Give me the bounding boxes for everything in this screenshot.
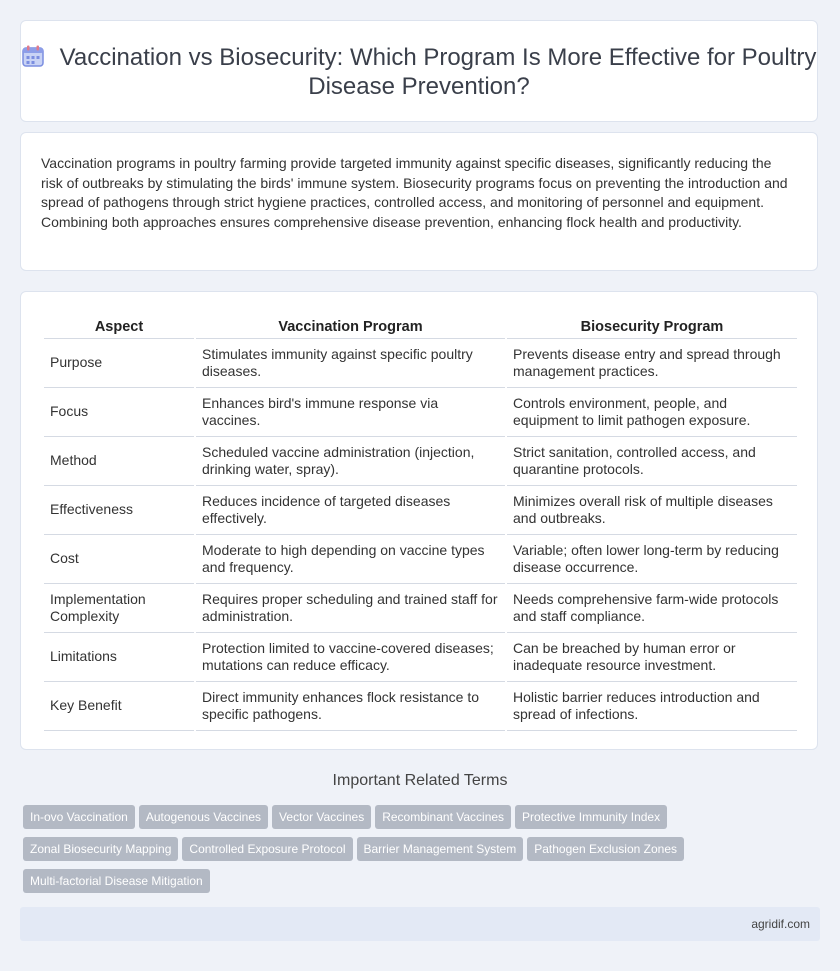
- footer: [20, 907, 820, 941]
- vaccination-cell: Stimulates immunity against specific poultry diseases.: [196, 339, 505, 388]
- biosecurity-cell: Variable; often lower long-term by reducing disease occurrence.: [507, 535, 797, 584]
- aspect-cell: Purpose: [44, 339, 194, 388]
- aspect-cell: Implementation Complexity: [44, 584, 194, 633]
- biosecurity-cell: Strict sanitation, controlled access, and quarantine protocols.: [507, 437, 797, 486]
- vaccination-cell: Requires proper scheduling and trained staff for administration.: [196, 584, 505, 633]
- intro-paragraph: Vaccination programs in poultry farming provide targeted immunity against specific diseases, significantly reducing the risk of outbreaks by stimulating the birds' immune system. Biosecurity programs focus on preventing the introduction and spread of pathogens through strict hygiene practices, controlled access, and monitoring of personnel and equipment. Combining both approaches ensures comprehensive disease prevention, enhancing flock health and productivity.: [41, 155, 788, 230]
- table-row: [44, 584, 797, 633]
- related-term-tag[interactable]: Autogenous Vaccines: [139, 805, 268, 829]
- aspect-cell: Cost: [44, 535, 194, 584]
- biosecurity-cell: Needs comprehensive farm-wide protocols and staff compliance.: [507, 584, 797, 633]
- comparison-table: [42, 316, 799, 731]
- table-header-row: [44, 316, 797, 339]
- table-row: [44, 633, 797, 682]
- footer-site-link[interactable]: agridif.com: [751, 917, 810, 931]
- table-row: [44, 486, 797, 535]
- related-term-tag[interactable]: In-ovo Vaccination: [23, 805, 135, 829]
- table-row: [44, 388, 797, 437]
- related-term-tag[interactable]: Controlled Exposure Protocol: [182, 837, 352, 861]
- vaccination-cell: Scheduled vaccine administration (injection, drinking water, spray).: [196, 437, 505, 486]
- vaccination-cell: Moderate to high depending on vaccine types and frequency.: [196, 535, 505, 584]
- biosecurity-cell: Prevents disease entry and spread through management practices.: [507, 339, 797, 388]
- calendar-icon: [22, 45, 44, 67]
- table-row: [44, 682, 797, 731]
- table-row: [44, 339, 797, 388]
- vaccination-cell: Reduces incidence of targeted diseases effectively.: [196, 486, 505, 535]
- related-term-tag[interactable]: Recombinant Vaccines: [375, 805, 511, 829]
- vaccination-cell: Direct immunity enhances flock resistance to specific pathogens.: [196, 682, 505, 731]
- intro-card: [20, 132, 818, 271]
- aspect-cell: Focus: [44, 388, 194, 437]
- comparison-card: [20, 291, 818, 750]
- related-terms-list: [23, 805, 703, 901]
- aspect-cell: Method: [44, 437, 194, 486]
- biosecurity-cell: Minimizes overall risk of multiple diseases and outbreaks.: [507, 486, 797, 535]
- aspect-cell: Limitations: [44, 633, 194, 682]
- table-row: [44, 535, 797, 584]
- related-term-tag[interactable]: Vector Vaccines: [272, 805, 371, 829]
- related-term-tag[interactable]: Multi-factorial Disease Mitigation: [23, 869, 210, 893]
- header-aspect: Aspect: [44, 316, 194, 339]
- aspect-cell: Effectiveness: [44, 486, 194, 535]
- page-title-text: Vaccination vs Biosecurity: Which Program Is More Effective for Poultry Disease Prevention?: [59, 44, 817, 100]
- related-term-tag[interactable]: Barrier Management System: [357, 837, 524, 861]
- related-term-tag[interactable]: Protective Immunity Index: [515, 805, 667, 829]
- related-term-tag[interactable]: Pathogen Exclusion Zones: [527, 837, 684, 861]
- table-row: [44, 437, 797, 486]
- biosecurity-cell: Controls environment, people, and equipment to limit pathogen exposure.: [507, 388, 797, 437]
- biosecurity-cell: Can be breached by human error or inadequate resource investment.: [507, 633, 797, 682]
- vaccination-cell: Protection limited to vaccine-covered diseases; mutations can reduce efficacy.: [196, 633, 505, 682]
- page-title: [21, 43, 817, 101]
- header-vaccination: Vaccination Program: [196, 316, 505, 339]
- header-biosecurity: Biosecurity Program: [507, 316, 797, 339]
- biosecurity-cell: Holistic barrier reduces introduction and spread of infections.: [507, 682, 797, 731]
- title-card: [20, 20, 818, 122]
- aspect-cell: Key Benefit: [44, 682, 194, 731]
- vaccination-cell: Enhances bird's immune response via vaccines.: [196, 388, 505, 437]
- related-terms-heading: Important Related Terms: [332, 772, 508, 789]
- related-term-tag[interactable]: Zonal Biosecurity Mapping: [23, 837, 178, 861]
